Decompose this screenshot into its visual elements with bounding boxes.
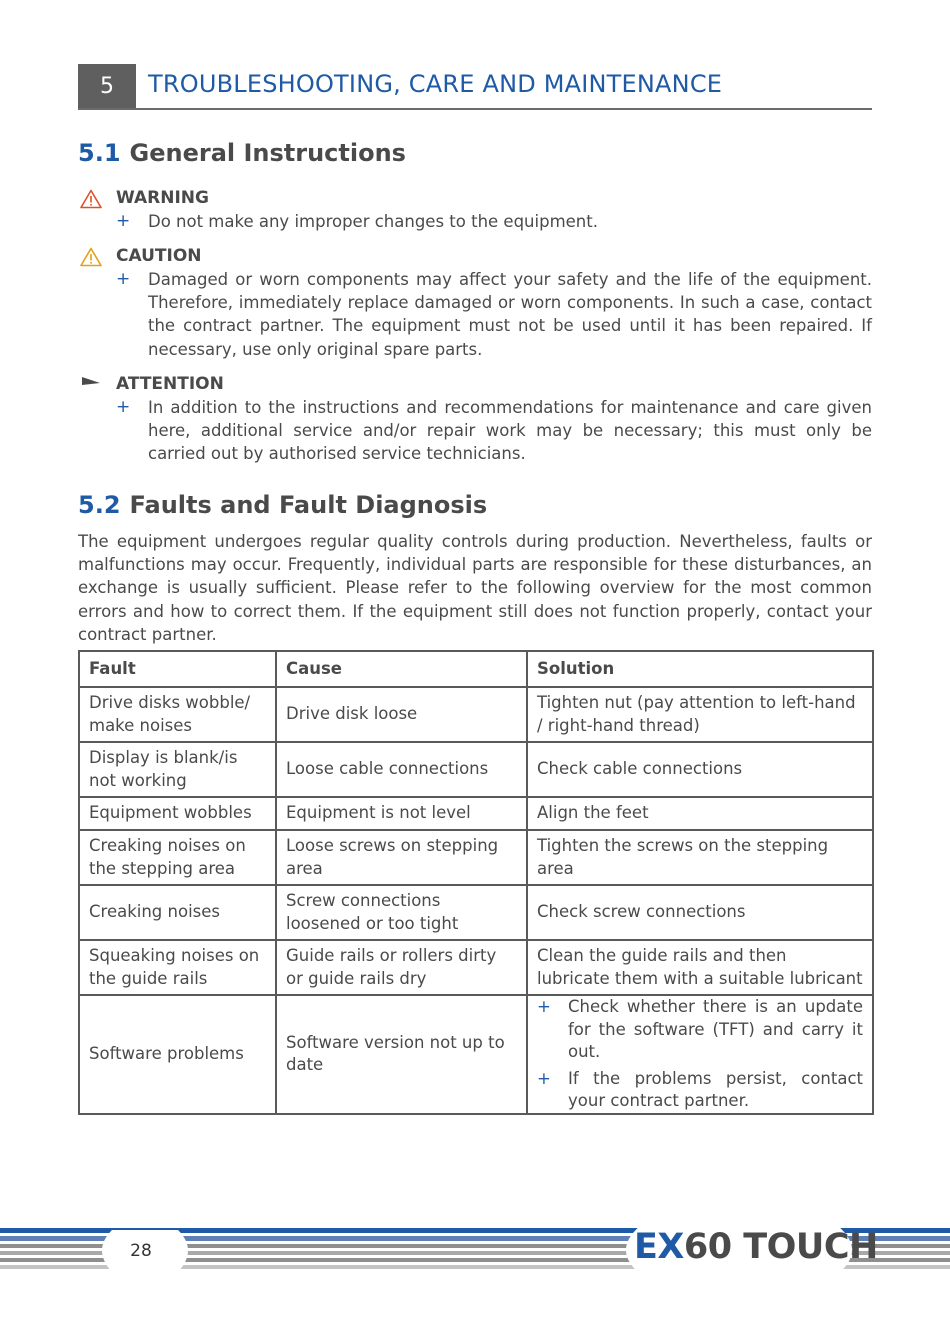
solution-cell: Tighten the screws on the stepping area — [527, 830, 873, 885]
section-number: 5.2 — [78, 491, 121, 519]
solution-cell: Tighten nut (pay attention to left-hand / right-hand thread) — [527, 687, 873, 742]
brand-prefix: EX — [634, 1227, 684, 1267]
fault-cell: Squeaking noises on the guide rails — [79, 940, 276, 995]
section-title: General Instructions — [129, 139, 406, 167]
solution-cell: Check cable connections — [527, 742, 873, 797]
section-title: Faults and Fault Diagnosis — [129, 491, 488, 519]
table-row — [79, 742, 873, 797]
fault-cell: Creaking noises on the stepping area — [79, 830, 276, 885]
solution-cell: Align the feet — [527, 797, 873, 830]
attention-label: ATTENTION — [116, 374, 224, 394]
table-row — [79, 830, 873, 885]
chapter-title: TROUBLESHOOTING, CARE AND MAINTENANCE — [148, 70, 723, 98]
solution-list-item — [537, 996, 863, 1064]
bullet-plus-icon: + — [116, 269, 131, 289]
section-heading-general-instructions — [78, 139, 406, 167]
caution-label: CAUTION — [116, 246, 202, 266]
fault-cell: Software problems — [79, 995, 276, 1114]
bullet-plus-icon: + — [537, 997, 551, 1016]
fault-cell: Display is blank/is not working — [79, 742, 276, 797]
table-row — [79, 885, 873, 940]
table-row — [79, 940, 873, 995]
bullet-plus-icon: + — [537, 1068, 551, 1088]
solution-list-item — [537, 1068, 863, 1113]
solution-item-text: Check whether there is an update for the software (TFT) and carry it out. — [568, 997, 863, 1061]
caution-triangle-icon — [80, 247, 102, 267]
bullet-plus-icon: + — [116, 397, 131, 417]
header-cause: Cause — [276, 651, 527, 687]
fault-cell: Equipment wobbles — [79, 797, 276, 830]
table-row — [79, 797, 873, 830]
flag-pointer-icon — [80, 374, 102, 394]
fault-cell: Drive disks wobble/ make noises — [79, 687, 276, 742]
fault-cell: Creaking noises — [79, 885, 276, 940]
solution-item-text: If the problems persist, contact your contract partner. — [568, 1068, 863, 1110]
solution-cell — [527, 995, 873, 1114]
header-solution: Solution — [527, 651, 873, 687]
caution-text: Damaged or worn components may affect your safety and the life of the equipment. Therefore, immediately replace damaged or worn components. In such a case, contact the contract partner. The equipment must not be used until it has been repaired. If necessary, use only original spare parts. — [148, 270, 872, 359]
brand-rest: 60 TOUCH — [683, 1227, 878, 1267]
header-fault: Fault — [79, 651, 276, 687]
cause-cell: Equipment is not level — [276, 797, 527, 830]
cause-cell: Drive disk loose — [276, 687, 527, 742]
cause-cell: Software version not up to date — [276, 995, 527, 1114]
chapter-number: 5 — [78, 64, 136, 108]
table-row — [79, 995, 873, 1114]
intro-paragraph: The equipment undergoes regular quality controls during production. Nevertheless, faults or malfunctions may occur. Frequently, individual parts are responsible for these disturbances, an exchange is usually sufficient. Please refer to the following overview for the most common errors and how to correct them. If the equipment still does not function properly, contact your contract partner. — [78, 532, 872, 644]
warning-label: WARNING — [116, 188, 209, 208]
section-number: 5.1 — [78, 139, 121, 167]
cause-cell: Loose cable connections — [276, 742, 527, 797]
warning-text: Do not make any improper changes to the equipment. — [148, 212, 598, 231]
cause-cell: Guide rails or rollers dirty or guide rails dry — [276, 940, 527, 995]
table-row — [79, 687, 873, 742]
warning-triangle-icon — [80, 189, 102, 209]
bullet-plus-icon: + — [116, 211, 131, 231]
chapter-header — [78, 64, 872, 110]
cause-cell: Screw connections loosened or too tight — [276, 885, 527, 940]
brand-logo — [634, 1227, 878, 1267]
table-header-row — [79, 651, 873, 687]
cause-cell: Loose screws on stepping area — [276, 830, 527, 885]
solution-cell: Check screw connections — [527, 885, 873, 940]
solution-cell: Clean the guide rails and then lubricate them with a suitable lubricant — [527, 940, 873, 995]
attention-text: In addition to the instructions and recommendations for maintenance and care given here, additional service and/or repair work may be necessary; this must only be carried out by authorised service technicians. — [148, 398, 872, 464]
fault-table — [78, 650, 874, 1115]
page-number: 28 — [130, 1241, 152, 1261]
section-heading-faults — [78, 491, 487, 519]
